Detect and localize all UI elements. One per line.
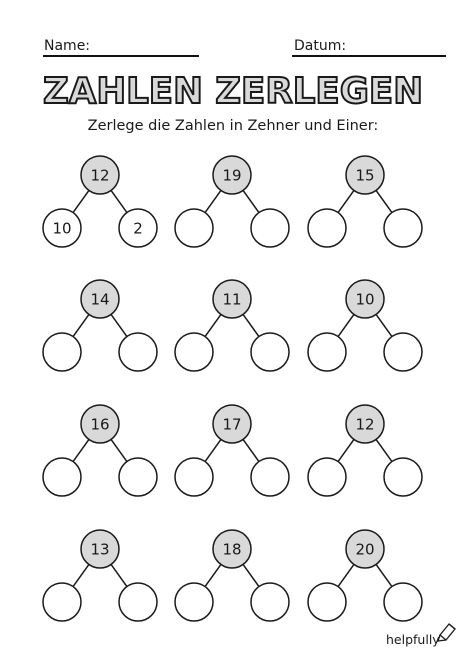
tens-circle[interactable] (308, 583, 346, 621)
ones-value: 2 (133, 219, 143, 238)
tens-circle[interactable] (175, 209, 213, 247)
bond-line-left (338, 314, 354, 336)
bond-line-right (111, 190, 127, 212)
bond-line-right (243, 439, 259, 461)
tens-circle[interactable] (175, 583, 213, 621)
tens-circle[interactable] (43, 458, 81, 496)
whole-number: 12 (355, 415, 375, 434)
number-bond (43, 405, 157, 496)
number-bond (43, 530, 157, 621)
tens-circle[interactable] (175, 333, 213, 371)
whole-number: 13 (90, 540, 110, 559)
ones-circle[interactable] (384, 209, 422, 247)
number-bond (175, 156, 289, 247)
bond-line-right (243, 564, 259, 586)
bond-line-left (73, 190, 89, 212)
instruction-text: Zerlege die Zahlen in Zehner und Einer: (87, 118, 379, 134)
number-bond (308, 530, 422, 621)
ones-circle[interactable] (384, 333, 422, 371)
number-bond (175, 280, 289, 371)
ones-circle[interactable] (251, 458, 289, 496)
bond-line-left (205, 564, 221, 586)
whole-number: 20 (355, 540, 375, 559)
tens-circle[interactable] (308, 209, 346, 247)
bond-line-right (111, 564, 127, 586)
tens-circle[interactable] (43, 583, 81, 621)
bond-line-right (243, 314, 259, 336)
ones-circle[interactable] (119, 333, 157, 371)
bond-line-right (376, 564, 392, 586)
whole-number: 10 (355, 290, 375, 309)
number-bond (308, 280, 422, 371)
whole-number: 18 (222, 540, 242, 559)
pencil-icon (437, 620, 459, 642)
number-bond (175, 530, 289, 621)
bond-line-left (205, 439, 221, 461)
bond-line-right (243, 190, 259, 212)
ones-circle[interactable] (251, 209, 289, 247)
ones-circle[interactable] (251, 583, 289, 621)
ones-circle[interactable] (119, 458, 157, 496)
tens-circle[interactable] (308, 458, 346, 496)
bond-line-left (205, 314, 221, 336)
number-bond (308, 405, 422, 496)
bond-line-left (338, 190, 354, 212)
ones-circle[interactable] (384, 458, 422, 496)
bond-line-right (376, 190, 392, 212)
bond-line-left (205, 190, 221, 212)
brand-name: helpfully (386, 632, 440, 647)
tens-circle[interactable] (43, 333, 81, 371)
bond-line-right (376, 439, 392, 461)
ones-circle[interactable] (119, 583, 157, 621)
bond-line-left (73, 439, 89, 461)
whole-number: 11 (222, 290, 242, 309)
bond-line-right (111, 314, 127, 336)
bond-line-left (73, 564, 89, 586)
title-text: ZAHLEN ZERLEGEN (43, 71, 423, 112)
number-bond (43, 280, 157, 371)
whole-number: 17 (222, 415, 242, 434)
name-label: Name: (44, 38, 91, 54)
bond-line-left (338, 439, 354, 461)
tens-value: 10 (52, 219, 72, 238)
tens-circle[interactable] (175, 458, 213, 496)
ones-circle[interactable] (251, 333, 289, 371)
tens-circle[interactable] (308, 333, 346, 371)
bond-line-left (73, 314, 89, 336)
whole-number: 19 (222, 166, 242, 185)
ones-circle[interactable] (384, 583, 422, 621)
whole-number: 14 (90, 290, 110, 309)
number-bond (43, 156, 157, 247)
date-label: Datum: (294, 38, 347, 54)
number-bond (175, 405, 289, 496)
whole-number: 12 (90, 166, 110, 185)
bond-line-right (111, 439, 127, 461)
whole-number: 15 (355, 166, 375, 185)
bond-line-right (376, 314, 392, 336)
whole-number: 16 (90, 415, 110, 434)
bond-line-left (338, 564, 354, 586)
number-bond (308, 156, 422, 247)
